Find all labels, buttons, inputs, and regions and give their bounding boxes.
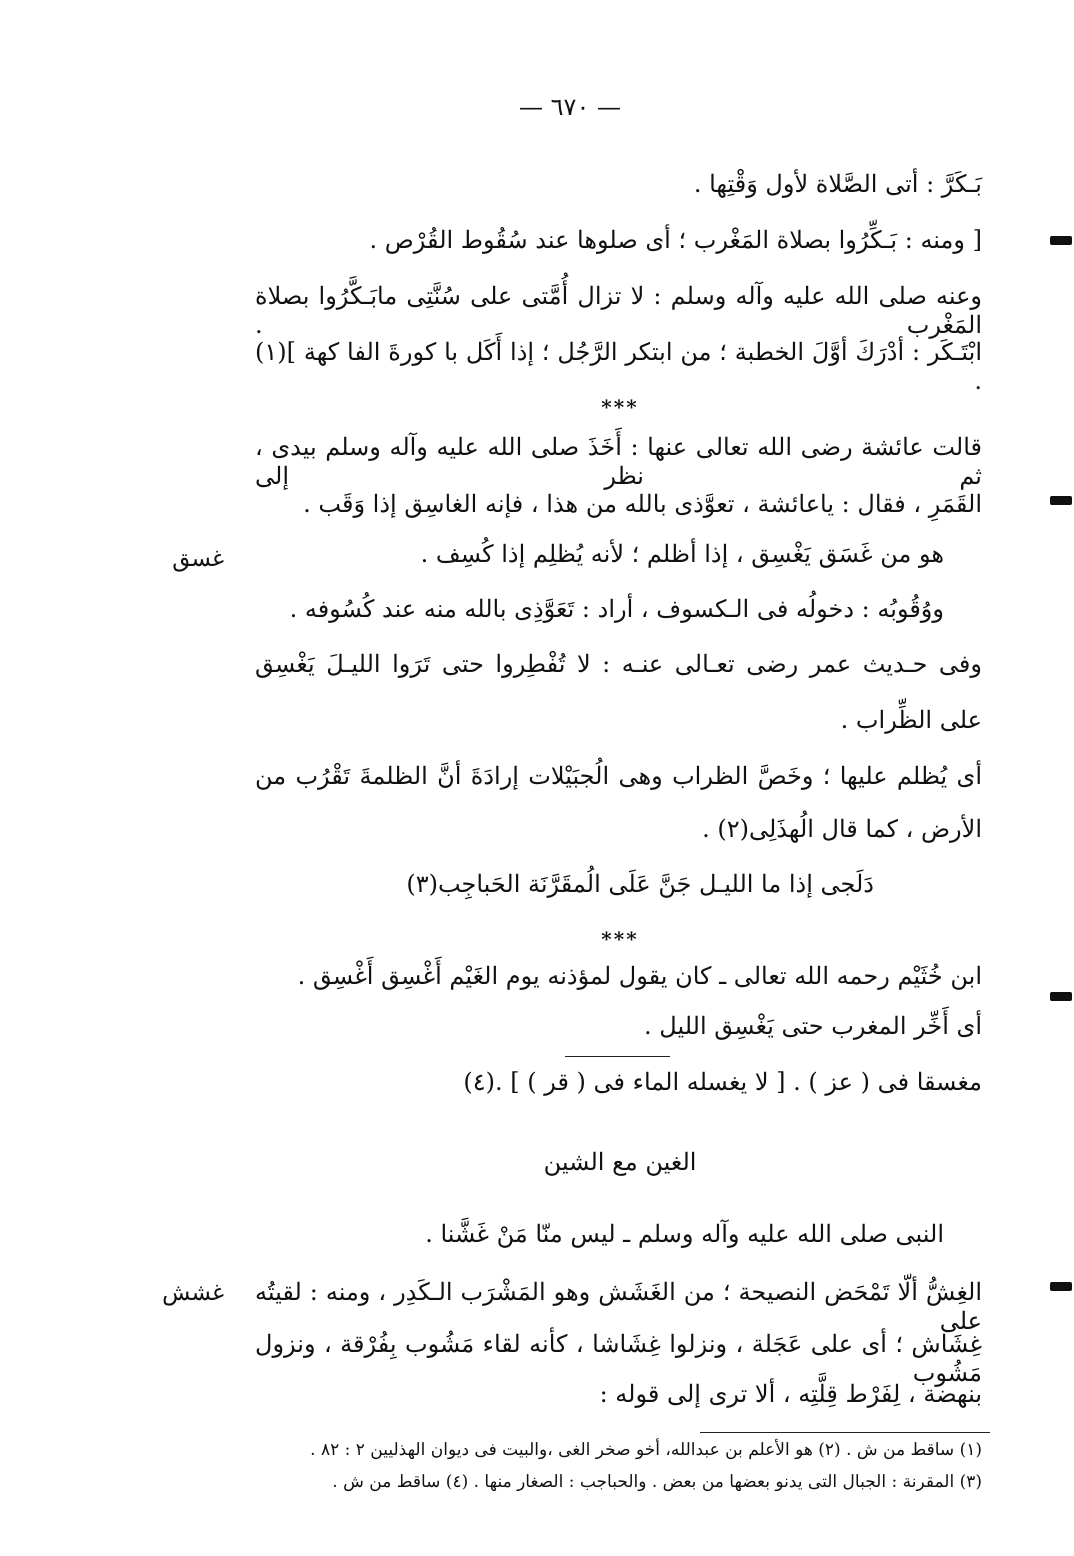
text-line-11: أى يُظلم عليها ؛ وخَصَّ الظراب وهى الُجبَيْلات إرادَةَ أنَّ الظلمةَ تَقْرُب من <box>255 762 982 790</box>
text-line-12: الأرض ، كما قال الُهذَلِى(٢) . <box>702 815 982 843</box>
margin-headword: غشش <box>162 1280 224 1306</box>
text-line-15: مغسقا فى ( عز ) . [ لا يغسله الماء فى ( قر ) ] .(٤) <box>463 1068 982 1096</box>
footnote-line-1: (١) ساقط من ش . (٢) هو الأعلم بن عبدالله، أخو صخر الغى ،والبيت فى ديوان الهذليين ٢ : ٨٢ . <box>310 1440 982 1460</box>
text-line-19: بنهضة ، لِفَرْط قِلَّتِه ، ألا ترى إلى قوله : <box>599 1380 982 1408</box>
text-line-16: النبى صلى الله عليه وآله وسلم ـ ليس منّا مَنْ غَشَّنا . <box>425 1220 944 1248</box>
footnote-rule <box>700 1432 990 1433</box>
section-heading: الغين مع الشين <box>543 1148 697 1176</box>
text-line-1: بَـكَرَّ : أتى الصَّلاة لأول وَقْتِها . <box>693 170 982 198</box>
margin-headword: غسق <box>172 546 224 572</box>
text-line-8: ووُقُوبُه : دخولُه فى الـكسوف ، أراد : تَعَوَّذِى بالله منه عند كُسُوفه . <box>289 595 944 623</box>
page-number: — ٦٧٠ — <box>519 93 621 121</box>
text-line-6: القَمَرِ ، فقال : ياعائشة ، تعوَّذى بالله من هذا ، فإنه الغاسِق إذا وَقَب . <box>303 490 982 518</box>
text-line-7: هو من غَسَق يَغْسِق ، إذا أظلم ؛ لأنه يُظلِم إذا كُسِف . <box>420 540 944 568</box>
text-line-9: وفى حـديث عمر رضى تعـالى عنـه : لا تُفْطِروا حتى تَرَوا الليـلَ يَغْسِق <box>255 650 982 678</box>
text-line-3: وعنه صلى الله عليه وآله وسلم : لا تزال أُمَّتى على سُنَّتِى مابَـكَّرُوا بصلاة المَغْرب . <box>255 282 982 339</box>
section-separator: *** <box>601 395 639 419</box>
text-line-14: أى أَخِّر المغرب حتى يَغْسِق الليل . <box>644 1012 982 1040</box>
text-line-10: على الظِّراب . <box>840 706 982 734</box>
section-separator-2: *** <box>601 927 639 951</box>
text-line-13: ابن خُثَيْم رحمه الله تعالى ـ كان يقول لمؤذنه يوم الغَيْم أَغْسِق أَغْسِق . <box>297 962 982 990</box>
edge-mark <box>1050 236 1072 245</box>
edge-mark <box>1050 496 1072 505</box>
text-line-17: الغِشُّ ألّا تَمْحَض النصيحة ؛ من الغَشَش وهو المَشْرَب الـكَدِر ، ومنه : لقيتُه على <box>255 1278 982 1335</box>
edge-mark <box>1050 1282 1072 1291</box>
separator-rule <box>565 1056 670 1057</box>
poetry-verse: دَلَجى إذا ما الليـل جَنَّ عَلَى الُمقَرَّنَة الحَباجِب(٣) <box>406 870 874 898</box>
text-line-4: ابْتَـكَر : أدْرَكَ أوَّلَ الخطبة ؛ من ابتكر الرَّجُل ؛ إذا أَكَل با كورةَ الفا كهة ](١) . <box>255 338 982 395</box>
edge-mark <box>1050 992 1072 1001</box>
text-line-18: غِشَاش ؛ أى على عَجَلة ، ونزلوا غِشَاشا ، كأنه لقاء مَشُوب بِفُرْقة ، ونزول مَشُوب <box>255 1330 982 1387</box>
text-line-5: قالت عائشة رضى الله تعالى عنها : أَخَذَ صلى الله عليه وآله وسلم بيدى ، ثم نظر إلى <box>255 433 982 490</box>
footnote-line-2: (٣) المقرنة : الجبال التى يدنو بعضها من بعض . والحباجب : الصغار منها . (٤) ساقط من ش . <box>332 1472 982 1492</box>
text-line-2: [ ومنه : بَـكِّرُوا بصلاة المَغْرب ؛ أى صلوها عند سُقُوط القُرْص . <box>369 226 982 254</box>
